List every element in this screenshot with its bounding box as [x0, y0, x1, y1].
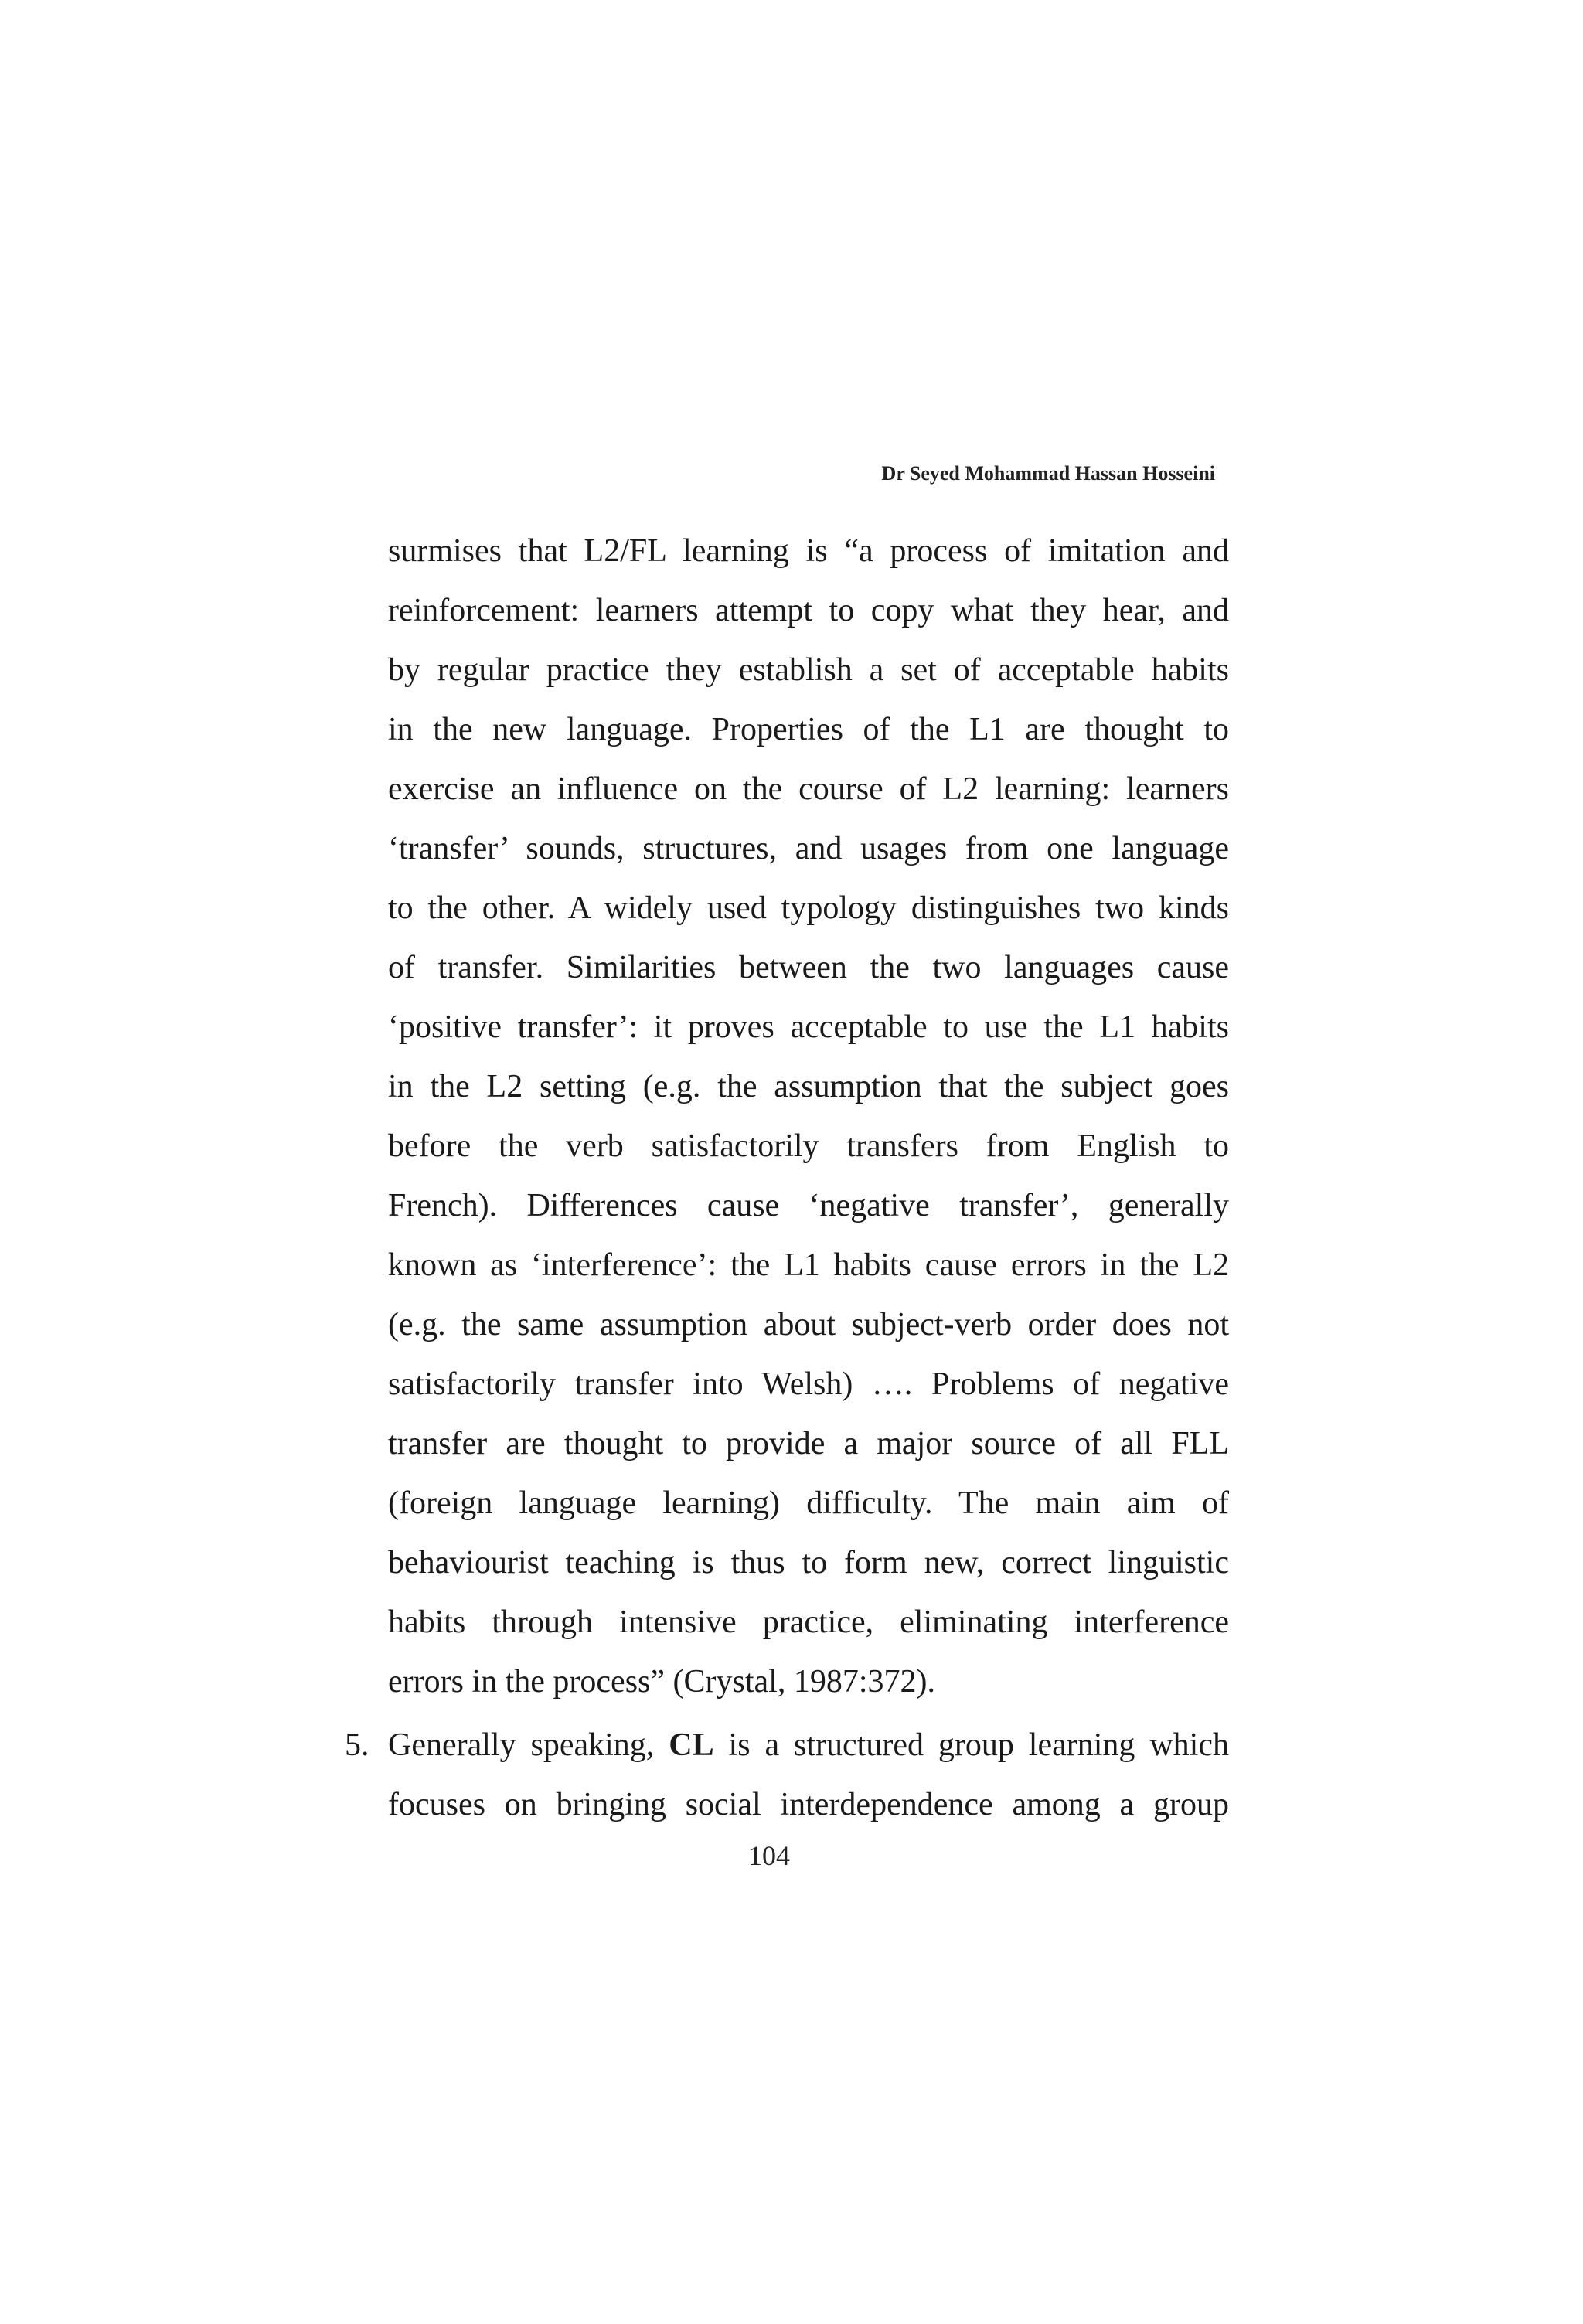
list-item-text: Generally speaking,: [388, 1727, 669, 1763]
text-line: French). Differences cause ‘negative transfer’, generally: [388, 1188, 1229, 1223]
list-item-line: [388, 1722, 1229, 1768]
list-item-number: 5.: [345, 1727, 369, 1763]
text-line: errors in the process” (Crystal, 1987:372).: [388, 1664, 935, 1700]
text-line: (foreign language learning) difficulty. The main aim of: [388, 1485, 1229, 1521]
text-line: surmises that L2/FL learning is “a process of imitation and: [388, 533, 1229, 569]
list-item-bold-term: CL: [669, 1727, 714, 1763]
text-line: of transfer. Similarities between the two languages cause: [388, 950, 1229, 985]
text-line: ‘positive transfer’: it proves acceptable to use the L1 habits: [388, 1009, 1229, 1045]
text-line: satisfactorily transfer into Welsh) …. Problems of negative: [388, 1366, 1229, 1402]
text-line: (e.g. the same assumption about subject-verb order does not: [388, 1307, 1229, 1342]
text-line: habits through intensive practice, eliminating interference: [388, 1604, 1229, 1640]
text-line: transfer are thought to provide a major source of all FLL: [388, 1426, 1229, 1461]
text-line: ‘transfer’ sounds, structures, and usages from one language: [388, 831, 1229, 866]
text-line: by regular practice they establish a set of acceptable habits: [388, 652, 1229, 688]
text-line: before the verb satisfactorily transfers from English to: [388, 1128, 1229, 1164]
running-header-author: Dr Seyed Mohammad Hassan Hosseini: [881, 462, 1215, 485]
text-line: reinforcement: learners attempt to copy what they hear, and: [388, 593, 1229, 628]
text-line: in the new language. Properties of the L1 are thought to: [388, 712, 1229, 747]
text-line: behaviourist teaching is thus to form new, correct linguistic: [388, 1545, 1229, 1581]
text-line: known as ‘interference’: the L1 habits cause errors in the L2: [388, 1247, 1229, 1283]
text-line: in the L2 setting (e.g. the assumption that the subject goes: [388, 1069, 1229, 1104]
list-item-text: is a structured group learning which: [713, 1727, 1229, 1763]
list-item-line: focuses on bringing social interdependence among a group: [388, 1787, 1229, 1822]
page-number: 104: [748, 1840, 790, 1871]
text-line: to the other. A widely used typology distinguishes two kinds: [388, 890, 1229, 926]
text-line: exercise an influence on the course of L2 learning: learners: [388, 771, 1229, 807]
